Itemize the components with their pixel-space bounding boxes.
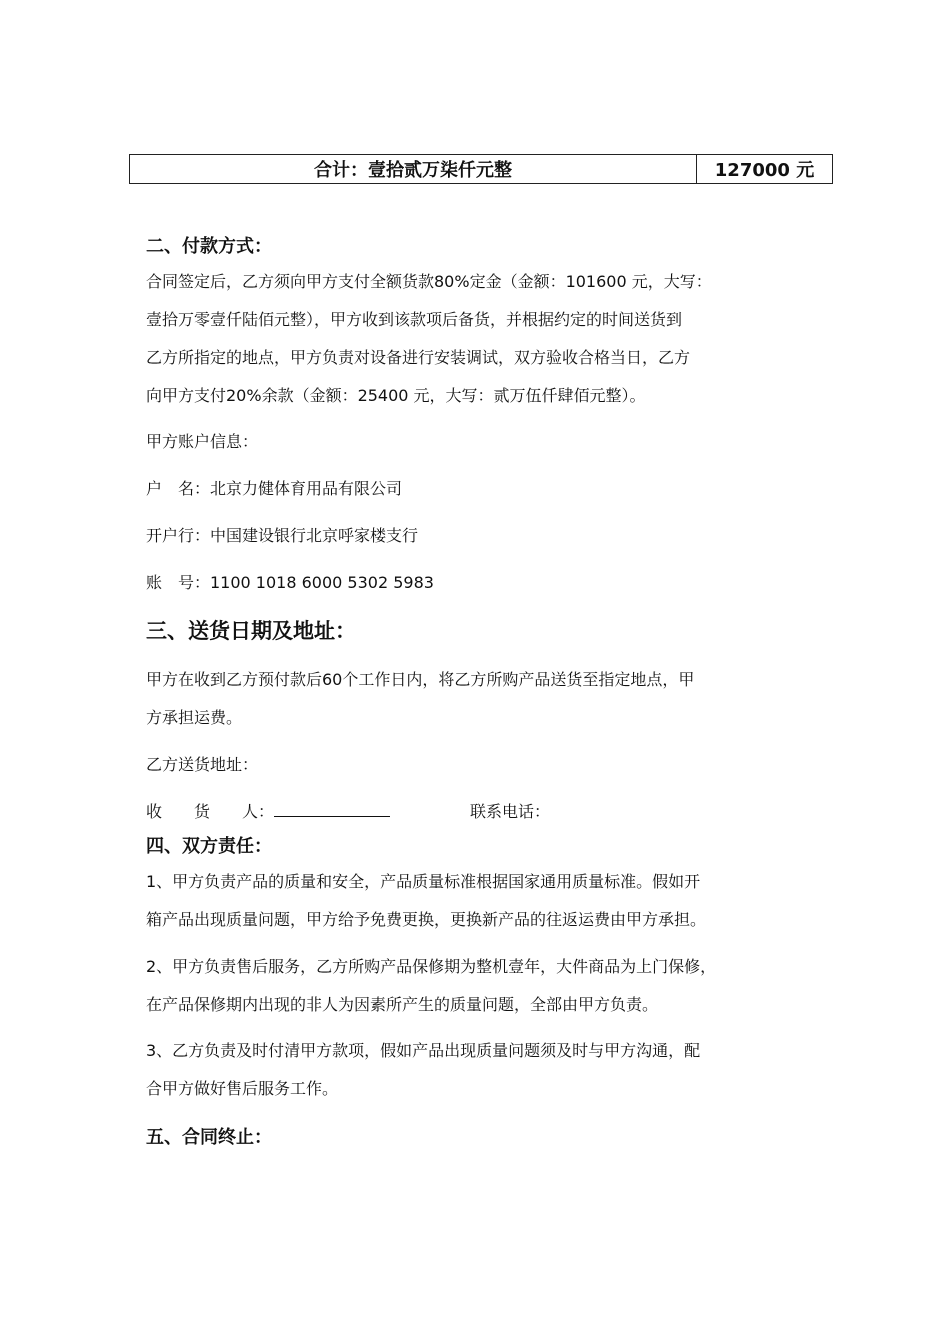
duty-1-line-1: 1、甲方负责产品的质量和安全，产品质量标准根据国家通用质量标准。假如开 [146,872,701,891]
account-number: 账 号：1100 1018 6000 5302 5983 [146,573,434,592]
duty-3-line-2: 合甲方做好售后服务工作。 [146,1079,339,1098]
payment-line-1: 合同签定后，乙方须向甲方支付全额货款80%定金（金额：101600 元，大写： [146,272,712,291]
duty-1-line-2: 箱产品出现质量问题，甲方给予免费更换，更换新产品的往返运费由甲方承担。 [146,910,707,929]
receiver-row [146,799,390,822]
total-label: 合计：壹拾贰万柒仟元整 [130,155,697,183]
phone-label: 联系电话： [470,802,551,821]
duty-3-line-1: 3、乙方负责及时付清甲方款项，假如产品出现质量问题须及时与甲方沟通，配 [146,1041,701,1060]
termination-heading: 五、合同终止： [146,1127,272,1148]
delivery-heading: 三、送货日期及地址： [146,619,356,643]
account-bank: 开户行：中国建设银行北京呼家楼支行 [146,526,419,545]
total-amount: 127000 元 [714,160,815,181]
total-table [129,154,833,184]
duty-2-line-1: 2、甲方负责售后服务，乙方所购产品保修期为整机壹年，大件商品为上门保修， [146,957,717,976]
account-name: 户 名：北京力健体育用品有限公司 [146,479,403,498]
receiver-label: 收 货 人： [146,802,275,821]
delivery-address-label: 乙方送货地址： [146,755,259,774]
payment-line-3: 乙方所指定的地点，甲方负责对设备进行安装调试，双方验收合格当日，乙方 [146,348,691,367]
delivery-line-1: 甲方在收到乙方预付款后60个工作日内，将乙方所购产品送货至指定地点，甲 [146,670,695,689]
duty-2-line-2: 在产品保修期内出现的非人为因素所产生的质量问题，全部由甲方负责。 [146,995,659,1014]
receiver-blank [274,802,390,817]
delivery-line-2: 方承担运费。 [146,708,243,727]
account-title: 甲方账户信息： [146,432,259,451]
payment-line-2: 壹拾万零壹仟陆佰元整），甲方收到该款项后备货，并根据约定的时间送货到 [146,310,683,329]
payment-line-4: 向甲方支付20%余款（金额：25400 元，大写：贰万伍仟肆佰元整）。 [146,386,646,405]
duties-heading: 四、双方责任： [146,836,272,857]
payment-heading: 二、付款方式： [146,236,272,257]
